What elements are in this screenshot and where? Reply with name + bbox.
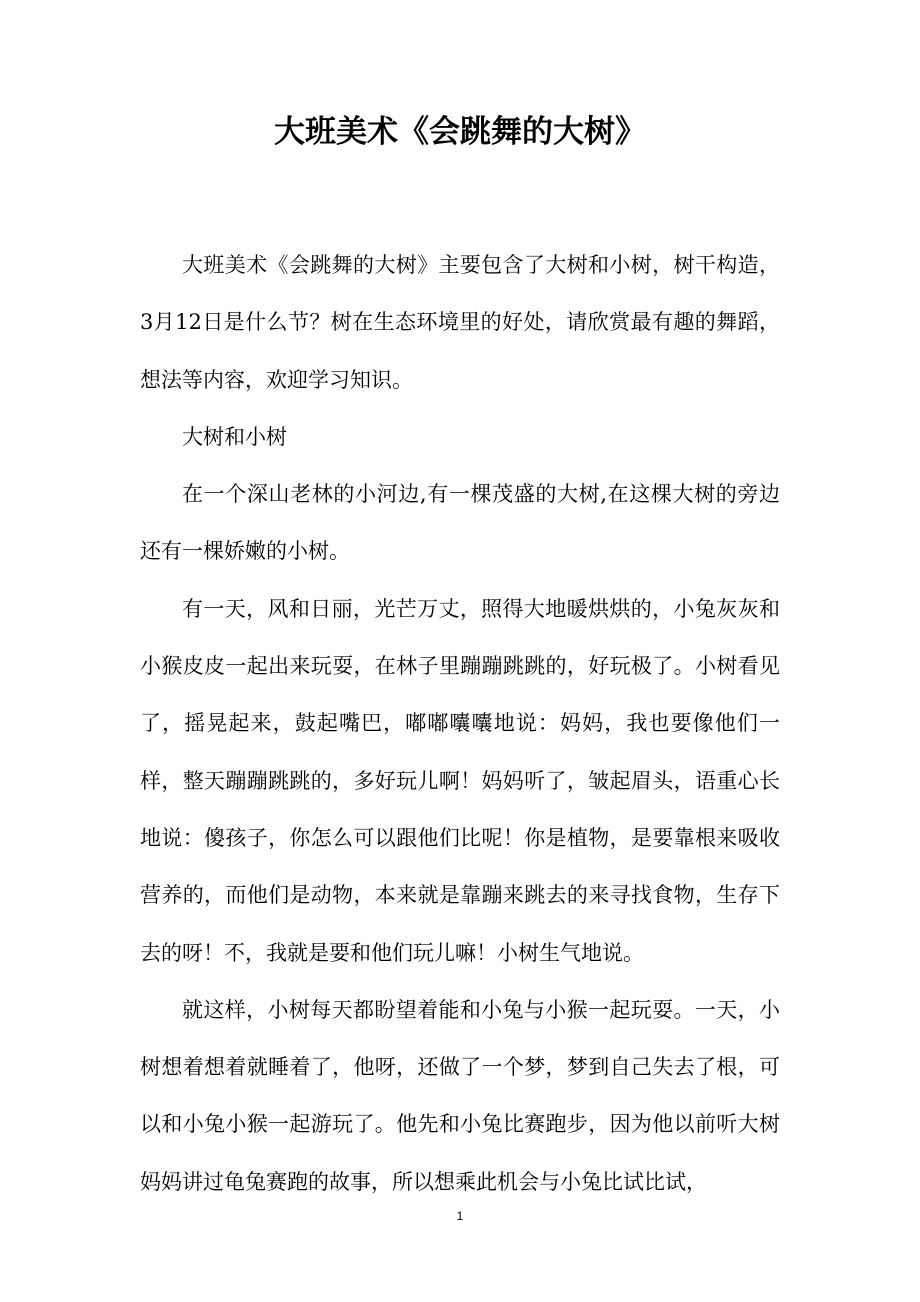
document-body — [140, 237, 780, 1211]
paragraph: 有一天，风和日丽，光芒万丈，照得大地暖烘烘的，小兔灰灰和小猴皮皮一起出来玩耍，在林子里蹦蹦跳跳的，好玩极了。小树看见了，摇晃起来，鼓起嘴巴，嘟嘟囔囔地说：妈妈，我也要像他们一样，整天蹦蹦跳跳的，多好玩儿啊！妈妈听了，皱起眉头，语重心长地说：傻孩子，你怎么可以跟他们比呢！你是植物，是要靠根来吸收营养的，而他们是动物，本来就是靠蹦来跳去的来寻找食物，生存下去的呀！不，我就是要和他们玩儿嘛！小树生气地说。 — [140, 596, 780, 965]
paragraph: 在一个深山老林的小河边,有一棵茂盛的大树,在这棵大树的旁边还有一棵娇嫩的小树。 — [140, 482, 780, 564]
paragraph: 就这样，小树每天都盼望着能和小兔与小猴一起玩耍。一天，小树想着想着就睡着了，他呀，还做了一个梦，梦到自己失去了根，可以和小兔小猴一起游玩了。他先和小兔比赛跑步，因为他以前听大树妈妈讲过龟兔赛跑的故事，所以想乘此机会与小兔比试比试， — [140, 997, 780, 1194]
section-heading: 大树和小树 — [182, 424, 287, 449]
page-number: 1 — [456, 1209, 464, 1223]
document-title: 大班美术《会跳舞的大树》 — [274, 114, 646, 150]
paragraph-intro: 大班美术《会跳舞的大树》主要包含了大树和小树，树干构造，3月12日是什么节？树在生态环境里的好处，请欣赏最有趣的舞蹈，想法等内容，欢迎学习知识。 — [140, 253, 780, 392]
